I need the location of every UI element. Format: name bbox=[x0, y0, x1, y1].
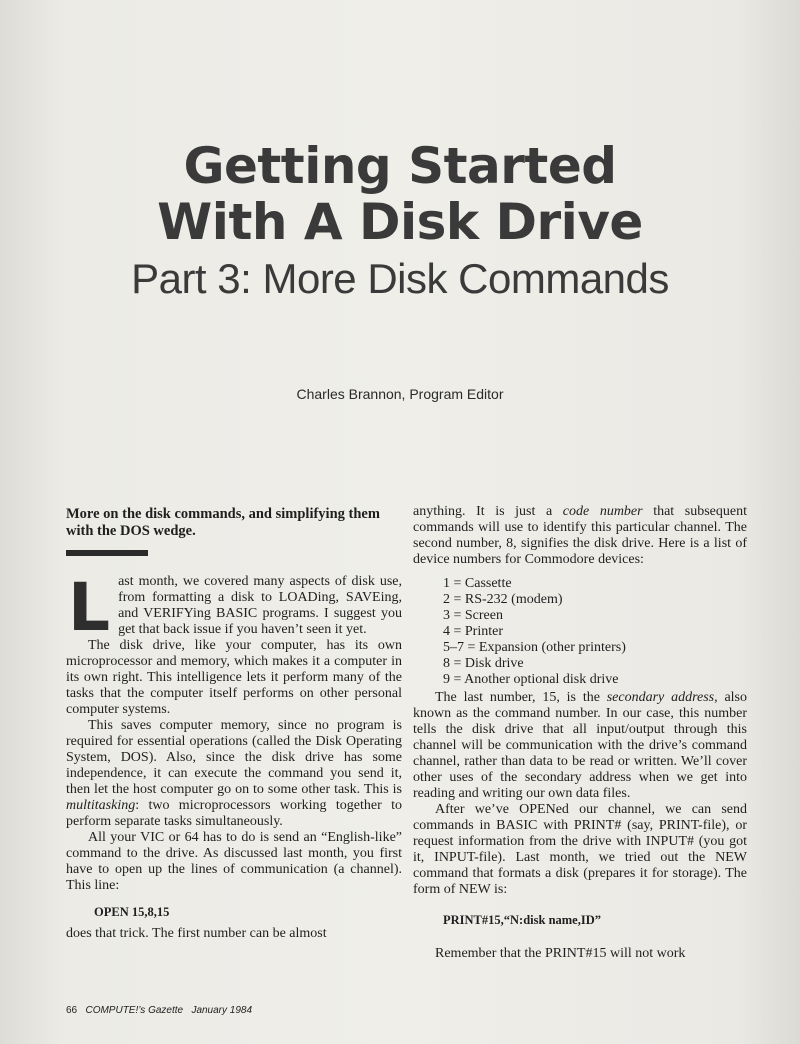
left-column bbox=[66, 504, 402, 942]
deck-divider bbox=[66, 550, 148, 556]
paragraph: Remember that the PRINT#15 will not work bbox=[435, 946, 686, 961]
list-item: 4 = Printer bbox=[443, 624, 503, 639]
right-column bbox=[413, 504, 747, 962]
paragraph-text: anything. It is just a bbox=[413, 504, 563, 519]
byline: Charles Brannon, Program Editor bbox=[296, 386, 504, 402]
magazine-name: COMPUTE!’s Gazette bbox=[85, 1005, 184, 1016]
emphasis: secondary address bbox=[606, 690, 715, 705]
list-item: 1 = Cassette bbox=[443, 576, 512, 591]
article-title-line-1: Getting Started bbox=[183, 137, 617, 195]
paragraph: All your VIC or 64 has to do is send an “English-like” command to the drive. As discussed last month, you first have to open up the lines of communication (a channel). This line: bbox=[66, 830, 402, 893]
list-item: 9 = Another optional disk drive bbox=[443, 672, 619, 687]
article-deck: More on the disk commands, and simplifying them with the DOS wedge. bbox=[66, 506, 380, 539]
article-title-line-2: With A Disk Drive bbox=[157, 193, 643, 251]
paragraph: After we’ve OPENed our channel, we can send commands in BASIC with PRINT# (say, PRINT-file), or request information from the drive with INPUT# (you got it, INPUT-file). Last month, we tried out the NEW command that formats a disk (prepares it for storage). The form of NEW is: bbox=[413, 802, 747, 897]
issue-date: January 1984 bbox=[191, 1005, 253, 1016]
paragraph-text: ast month, we covered many aspects of disk use, from formatting a disk to LOADing, SAVEing, and VERIFYing BASIC programs. I suggest you get that back issue if you haven’t seen it yet. bbox=[118, 574, 402, 637]
paragraph-text: : two microprocessors working together to perform separate tasks simultaneously. bbox=[66, 798, 402, 829]
code-line: OPEN 15,8,15 bbox=[94, 905, 170, 919]
list-item: 8 = Disk drive bbox=[443, 656, 524, 671]
list-item: 5–7 = Expansion (other printers) bbox=[443, 640, 626, 655]
device-number-list bbox=[443, 576, 747, 688]
list-item: 2 = RS-232 (modem) bbox=[443, 592, 563, 607]
emphasis: multitasking bbox=[66, 798, 136, 813]
paragraph-text: The last number, 15, is the bbox=[435, 690, 607, 705]
article-subtitle: Part 3: More Disk Commands bbox=[131, 255, 669, 302]
paragraph bbox=[413, 504, 747, 568]
emphasis: code number bbox=[562, 504, 643, 519]
paragraph-text: This saves computer memory, since no program is required for essential operations (called the Disk Operating System, DOS). Also, since the disk drive has some independence, it can execute the command you send it, then let the host computer go on to some other task. This is bbox=[66, 718, 402, 797]
drop-cap: L bbox=[68, 569, 111, 646]
paragraph-text: , also known as the command number. In our case, this number tells the disk drive that all input/output through this channel will be communication with the drive’s command channel, rather than data to be read or written. We’ll cover other uses of the secondary address when we get into reading and writing our own data files. bbox=[413, 690, 747, 801]
title-block bbox=[0, 138, 800, 304]
page-footer bbox=[66, 1005, 252, 1016]
paragraph: does that trick. The first number can be almost bbox=[66, 926, 327, 941]
page-number: 66 bbox=[66, 1005, 78, 1016]
paragraph-text: that subsequent commands will use to identify this particular channel. The second number, 8, signifies the disk drive. Here is a list of device numbers for Commodore devices: bbox=[413, 504, 747, 567]
paragraph bbox=[413, 690, 747, 802]
paragraph bbox=[66, 569, 402, 646]
list-item: 3 = Screen bbox=[443, 608, 503, 623]
paragraph bbox=[66, 718, 402, 830]
code-line: PRINT#15,“N:disk name,ID” bbox=[443, 913, 602, 927]
paragraph: The disk drive, like your computer, has its own microprocessor and memory, which makes it a computer in its own right. This intelligence lets it perform many of the tasks that the computer itself performs on other personal computer systems. bbox=[66, 638, 402, 717]
